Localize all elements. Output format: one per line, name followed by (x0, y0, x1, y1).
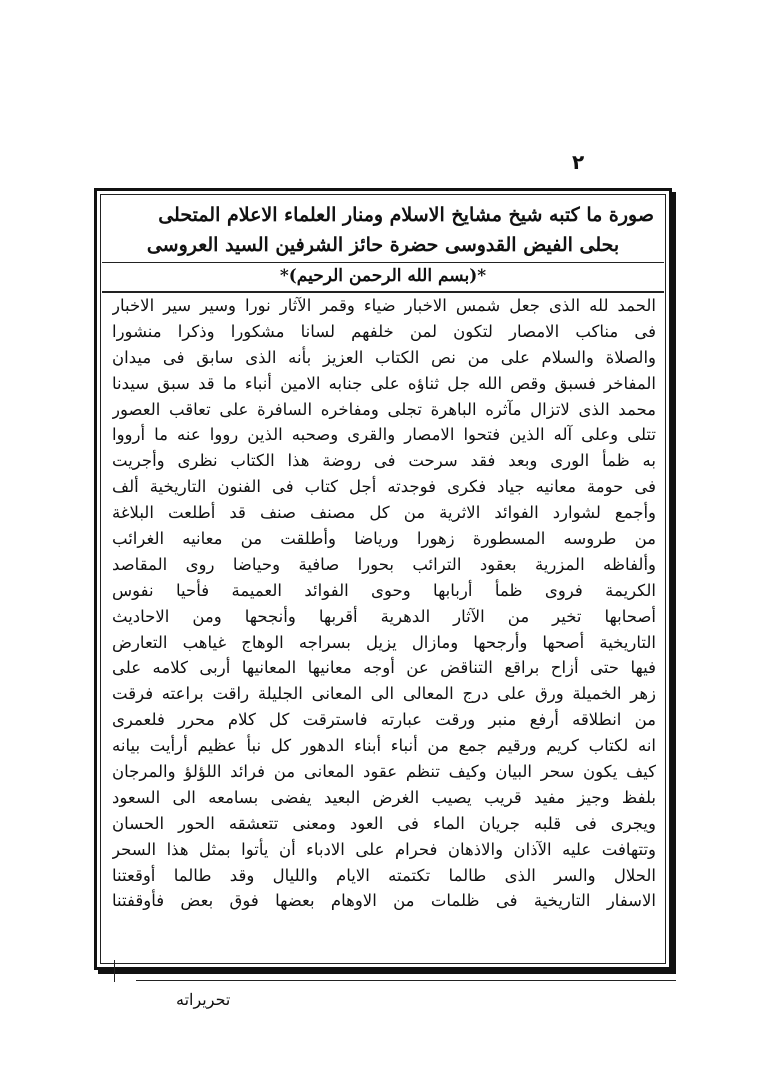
header-line-2: بحلى الفيض القدوسى حضرة حائز الشرفين السيد العروسى (146, 234, 620, 256)
text-line: الكريمة فروى ظمأ أربابها وحوى الفوائد العميمة فأحيا نفوس (112, 580, 656, 600)
text-line: ويجرى فى قلبه جريان الماء فى العود ومعنى تتعشقه الحور الحسان (112, 813, 656, 833)
text-line: المفاخر فسبق وقص الله جل ثناؤه على جنابه الامين أنباء ما قد سبق سيدنا (112, 373, 656, 393)
text-line: فى مناكب الامصار لتكون لمن خلفهم لسانا مشكورا وذكرا منشورا (112, 321, 656, 341)
text-line: وتتهافت عليه الآذان والاذهان فحرام على الادباء أن يأتوا بمثل هذا السحر (112, 839, 656, 859)
margin-mark (114, 960, 131, 982)
text-line: الحلال والسر الذى طالما تكتمته الايام والليال وقد طالما أوقعتنا (112, 865, 656, 885)
text-line: محمد الذى لاتزال مآثره الباهرة تجلى ومفاخره السافرة على تعاقب العصور (112, 399, 656, 419)
catchword: تحريراته (176, 990, 231, 1009)
text-line: من انطلاقه أرفع منبر ورقت عبارته فاسترقت كل كلام محرر فلعمرى (112, 710, 656, 730)
header-line-1: صورة ما كتبه شيخ مشايخ الاسلام ومنار العلماء الاعلام المتحلى (158, 204, 654, 226)
footer-divider (136, 980, 676, 981)
page-number: ٢ (572, 150, 585, 174)
text-line: فى حومة معانيه جياد فكرى فوجدته أجل كتاب فى الفنون التاريخية ألف (112, 477, 656, 497)
text-line: التاريخية أصحها وأرجحها ومازال يزيل بسراجه الوهاج غياهب التعارض (112, 632, 656, 652)
text-line: وأجمع لشوارد الفوائد الاثرية من كل مصنف صنف قد أطلعت البلاغة (112, 503, 656, 523)
text-line: وألفاظه المزرية بعقود الترائب بحورا صافية وحياضا روى المقاصد (112, 554, 656, 574)
text-line: به ظمأ الورى وبعد فقد سرحت فى روضة هذا الكتاب نظرى وأجريت (112, 451, 656, 471)
text-line: والصلاة والسلام على من نص الكتاب العزيز بأنه الذى سابق فى ميدان (112, 347, 656, 367)
text-line: زهر الخميلة ورق على درج المعالى الى المعانى الجليلة راقت براعته فرقت (112, 684, 656, 704)
text-line: بلفظ وجيز مفيد قريب يصيب الغرض البعيد يفضى بسامعه الى السعود (112, 787, 656, 807)
text-line: كيف يكون سحر البيان وكيف تنظم عقود المعانى من فرائد اللؤلؤ والمرجان (112, 762, 656, 782)
text-line: تتلى وعلى آله الذين فتحوا الامصار والقرى وصحبه الذين رووا عنه ما أرووا (112, 425, 656, 445)
text-line: أصحابها تخير من الآثار الدهرية أقربها وأنجحها ومن الاحاديث (112, 606, 656, 626)
basmala: *(بسم الله الرحمن الرحيم)* (279, 266, 487, 286)
body-text (112, 293, 656, 914)
text-line: الحمد لله الذى جعل شمس الاخبار ضياء وقمر الآثار نورا وسير سير الاخبار (112, 296, 656, 315)
text-line: انه لكتاب كريم ورقيم جمع من أنباء أبناء الدهور كل نبأ عظيم أرأيت بيانه (112, 736, 656, 756)
text-line: الاسفار التاريخية فى ظلمات من الاوهام بعضها فوق بعض فأوقفتنا (112, 891, 656, 911)
text-line: من طروسه المسطورة زهورا ورياضا وأطلقت من معانيه الغرائب (112, 529, 656, 549)
document-header (112, 200, 654, 260)
text-line: فيها حتى أزاح براقع التناقض عن أوجه معانيها المعانيها أربى كلامه على (112, 658, 656, 678)
